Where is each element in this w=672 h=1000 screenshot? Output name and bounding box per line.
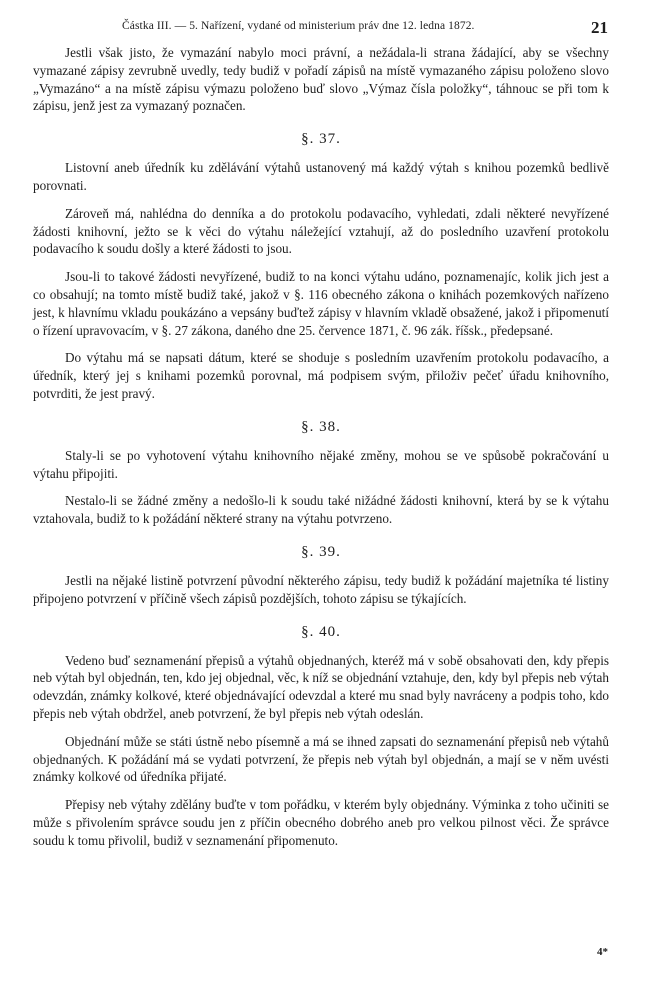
section-heading: §. 40. — [301, 623, 341, 640]
signature-mark: 4* — [597, 946, 608, 958]
paragraph: Nestalo-li se žádné změny a nedošlo-li k soudu také nižádné žádosti knihovní, která by se k výtahu vztahovala, budiž to k požádání některé strany na výtahu potvrzeno. — [33, 493, 609, 527]
paragraph: Zároveň má, nahlédna do denníka a do protokolu podavacího, vyhledati, zdali některé nevyřízené žádosti knihovní, ježto se k věci do výtahu náležející vztahují, až do posledního uzavření protokolu podavacího k soudu došly a které žádosti to jsou. — [33, 205, 609, 257]
paragraph: Staly-li se po vyhotovení výtahu knihovního nějaké změny, mohou se ve spůsobě pokračování u výtahu připojiti. — [33, 447, 609, 481]
paragraph: Jestli však jisto, že vymazání nabylo moci právní, a nežádala-li strana žádající, aby se všechny vymazané zápisy zevrubně uvedly, tedy budiž v pořadí zápisů na místě vymazaného zápisu položeno slovo „Vymazáno“ a na místě zápisu výmazu položeno buď slovo „Výmaz čísla položky“, táhnouc se při tom k zápisu, jenž jest za vymazaný poznačen. — [33, 45, 609, 114]
paragraph: Do výtahu má se napsati dátum, které se shoduje s posledním uzavřením protokolu podavacího, a úředník, který jej s knihami pozemků porovnal, má podpisem svým, přiloživ pečeť úřadu knihovního, potvrditi, že jest pravý. — [33, 350, 609, 401]
running-header — [0, 18, 672, 40]
section-heading: §. 39. — [301, 543, 341, 560]
paragraph: Přepisy neb výtahy zdělány buďte v tom pořádku, v kterém byly objednány. Výminka z toho učiniti se může s přivolením správce soudu jen z příčin obecného dobrého aneb pro velkou pilnost věci. Že správce soudu k tomu přivolil, budiž v seznamenání připomenuto. — [33, 797, 609, 848]
header-title: Částka III. — 5. Nařízení, vydané od ministerium práv dne 12. ledna 1872. — [122, 20, 475, 32]
section-heading: §. 38. — [301, 418, 341, 435]
paragraph: Vedeno buď seznamenání přepisů a výtahů objednaných, kteréž má v sobě obsahovati den, kdy přepis neb výtah byl objednán, ten, kdo jej objednal, věc, k níž se objednání vztahuje, den, kdy byl přepis neb výtah odevzdán, známky kolkové, které objednávající odevzdal a které mu snad byly navráceny a podpis toho, kdo přepis neb výtah obdržel, aneb potvrzení, že byl přepis neb výtah odeslán. — [33, 652, 609, 721]
section-heading: §. 37. — [301, 131, 341, 148]
paragraph: Jsou-li to takové žádosti nevyřízené, budiž to na konci výtahu udáno, poznamenajíc, kolik jich jest a co obsahují; na tomto místě budiž také, jakož v §. 116 obecného zákona o knihách pozemkových nařízeno jest, k hlavnímu vkladu poukázáno a vepsány buďtež zápisy v hlavním vkladě obsažené, jakož i připomenutí o řízení upravovacím, v §. 27 zákona, daného dne 25. července 1871, č. 96 zák. říšsk., předepsané. — [33, 269, 609, 338]
page-number: 21 — [591, 18, 608, 37]
paragraph: Listovní aneb úředník ku zdělávání výtahů ustanovený má každý výtah s knihou pozemků bedlivě porovnati. — [33, 160, 609, 193]
paragraph: Objednání může se státi ústně nebo písemně a má se ihned zapsati do seznamenání přepisů neb výtahů objednaných. K požádání má se vydati potvrzení, že přepis neb výtah byl objednán, a mají se v něm uvésti známky kolkové od úředníka přijaté. — [33, 733, 609, 785]
paragraph: Jestli na nějaké listině potvrzení původní některého zápisu, tedy budiž k požádání majetníka té listiny připojeno potvrzení v příčině všech zápisů pozdějších, tohoto zápisu se týkajících. — [33, 572, 609, 606]
body-text — [33, 44, 609, 860]
